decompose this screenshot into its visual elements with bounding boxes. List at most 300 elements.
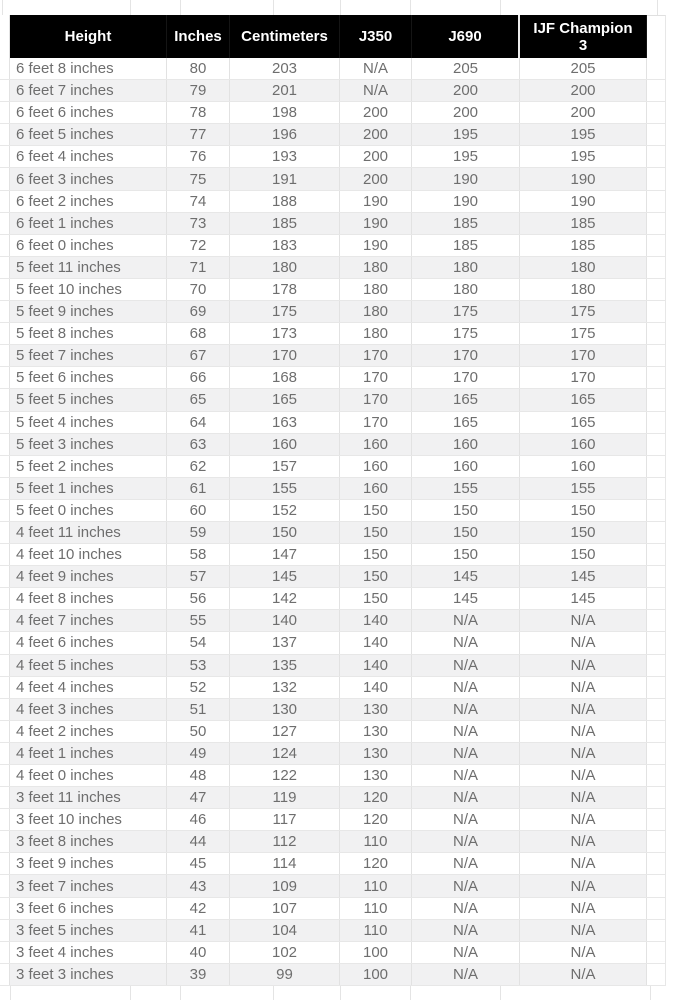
cell-j350: 180: [340, 257, 412, 278]
cell-ijf_champion_3: 185: [520, 213, 647, 234]
cell-centimeters: 196: [230, 124, 340, 145]
cell-j690: 170: [412, 367, 520, 388]
cell-centimeters: 112: [230, 831, 340, 852]
left-margin-cell: [0, 920, 10, 941]
cell-centimeters: 142: [230, 588, 340, 609]
cell-inches: 44: [167, 831, 230, 852]
cell-height: 5 feet 0 inches: [10, 500, 167, 521]
table-row: [0, 279, 666, 301]
cell-inches: 46: [167, 809, 230, 830]
sheet-gridline: [340, 986, 341, 1000]
cell-centimeters: 117: [230, 809, 340, 830]
table-row: [0, 831, 666, 853]
left-margin-cell: [0, 257, 10, 278]
table-row: [0, 323, 666, 345]
cell-ijf_champion_3: 180: [520, 257, 647, 278]
cell-inches: 73: [167, 213, 230, 234]
right-margin-cell: [647, 500, 666, 521]
cell-height: 3 feet 3 inches: [10, 964, 167, 985]
left-margin-cell: [0, 102, 10, 123]
cell-j690: 175: [412, 301, 520, 322]
cell-inches: 50: [167, 721, 230, 742]
left-margin-cell: [0, 853, 10, 874]
table-row: [0, 875, 666, 897]
cell-inches: 66: [167, 367, 230, 388]
cell-j690: 175: [412, 323, 520, 344]
left-margin-cell: [0, 478, 10, 499]
cell-centimeters: 185: [230, 213, 340, 234]
cell-inches: 56: [167, 588, 230, 609]
cell-ijf_champion_3: N/A: [520, 920, 647, 941]
cell-centimeters: 147: [230, 544, 340, 565]
cell-inches: 45: [167, 853, 230, 874]
left-margin-cell: [0, 743, 10, 764]
table-row: [0, 964, 666, 986]
left-margin-cell: [0, 875, 10, 896]
right-margin-cell: [647, 168, 666, 189]
cell-j690: N/A: [412, 853, 520, 874]
cell-j350: 150: [340, 566, 412, 587]
cell-inches: 65: [167, 389, 230, 410]
cell-inches: 77: [167, 124, 230, 145]
cell-height: 4 feet 9 inches: [10, 566, 167, 587]
right-margin-cell: [647, 323, 666, 344]
cell-ijf_champion_3: N/A: [520, 765, 647, 786]
cell-ijf_champion_3: 170: [520, 367, 647, 388]
column-header-height: Height: [10, 15, 167, 58]
cell-j690: 165: [412, 412, 520, 433]
cell-ijf_champion_3: 175: [520, 301, 647, 322]
right-margin-cell: [647, 412, 666, 433]
table-row: [0, 367, 666, 389]
cell-ijf_champion_3: 145: [520, 566, 647, 587]
cell-centimeters: 150: [230, 522, 340, 543]
cell-centimeters: 102: [230, 942, 340, 963]
cell-ijf_champion_3: 205: [520, 58, 647, 79]
left-margin-cell: [0, 301, 10, 322]
cell-inches: 48: [167, 765, 230, 786]
left-margin-cell: [0, 58, 10, 79]
left-margin-cell: [0, 191, 10, 212]
cell-ijf_champion_3: 200: [520, 80, 647, 101]
cell-ijf_champion_3: N/A: [520, 677, 647, 698]
cell-inches: 68: [167, 323, 230, 344]
cell-j690: 165: [412, 389, 520, 410]
left-margin-cell: [0, 522, 10, 543]
cell-centimeters: 163: [230, 412, 340, 433]
cell-centimeters: 107: [230, 898, 340, 919]
cell-centimeters: 109: [230, 875, 340, 896]
right-margin-cell: [647, 677, 666, 698]
cell-j350: 190: [340, 213, 412, 234]
cell-ijf_champion_3: N/A: [520, 942, 647, 963]
left-margin-cell: [0, 500, 10, 521]
cell-height: 4 feet 5 inches: [10, 655, 167, 676]
right-margin-cell: [647, 831, 666, 852]
left-margin-cell: [0, 721, 10, 742]
cell-j690: N/A: [412, 831, 520, 852]
left-margin-cell: [0, 434, 10, 455]
table-row: [0, 588, 666, 610]
table-row: [0, 566, 666, 588]
cell-j350: 200: [340, 168, 412, 189]
table-row: [0, 787, 666, 809]
cell-inches: 51: [167, 699, 230, 720]
cell-j350: 190: [340, 235, 412, 256]
cell-j690: 190: [412, 168, 520, 189]
cell-height: 5 feet 4 inches: [10, 412, 167, 433]
cell-j350: 130: [340, 699, 412, 720]
cell-ijf_champion_3: 195: [520, 124, 647, 145]
column-header-centimeters: Centimeters: [230, 15, 340, 58]
cell-j350: 150: [340, 588, 412, 609]
cell-height: 3 feet 10 inches: [10, 809, 167, 830]
cell-ijf_champion_3: 160: [520, 434, 647, 455]
cell-ijf_champion_3: 195: [520, 146, 647, 167]
cell-inches: 55: [167, 610, 230, 631]
cell-j690: 170: [412, 345, 520, 366]
left-margin-cell: [0, 632, 10, 653]
cell-j690: N/A: [412, 610, 520, 631]
cell-j690: N/A: [412, 875, 520, 896]
cell-j350: 180: [340, 301, 412, 322]
table-row: [0, 58, 666, 80]
table-row: [0, 544, 666, 566]
cell-height: 3 feet 5 inches: [10, 920, 167, 941]
right-margin-cell: [647, 456, 666, 477]
cell-ijf_champion_3: 185: [520, 235, 647, 256]
cell-inches: 80: [167, 58, 230, 79]
cell-centimeters: 135: [230, 655, 340, 676]
cell-centimeters: 160: [230, 434, 340, 455]
cell-height: 4 feet 8 inches: [10, 588, 167, 609]
cell-j690: 150: [412, 522, 520, 543]
left-margin-cell: [0, 610, 10, 631]
cell-ijf_champion_3: N/A: [520, 809, 647, 830]
right-margin-cell: [647, 102, 666, 123]
cell-ijf_champion_3: N/A: [520, 853, 647, 874]
cell-j690: N/A: [412, 699, 520, 720]
table-row: [0, 257, 666, 279]
cell-j350: 170: [340, 367, 412, 388]
cell-j350: 140: [340, 677, 412, 698]
right-margin-cell: [647, 875, 666, 896]
right-margin-cell: [647, 235, 666, 256]
cell-j350: 140: [340, 610, 412, 631]
sheet-gridline: [410, 986, 411, 1000]
cell-j350: 100: [340, 964, 412, 985]
cell-j690: N/A: [412, 632, 520, 653]
cell-centimeters: 127: [230, 721, 340, 742]
cell-j350: 170: [340, 389, 412, 410]
cell-centimeters: 124: [230, 743, 340, 764]
sheet-gridline: [130, 986, 131, 1000]
cell-j350: 100: [340, 942, 412, 963]
cell-height: 3 feet 7 inches: [10, 875, 167, 896]
cell-j690: 180: [412, 279, 520, 300]
table-row: [0, 434, 666, 456]
cell-j690: 150: [412, 544, 520, 565]
cell-height: 5 feet 10 inches: [10, 279, 167, 300]
cell-ijf_champion_3: 155: [520, 478, 647, 499]
table-row: [0, 655, 666, 677]
table-row: [0, 146, 666, 168]
cell-j690: N/A: [412, 721, 520, 742]
cell-j690: 155: [412, 478, 520, 499]
left-margin-cell: [0, 787, 10, 808]
left-margin-cell: [0, 389, 10, 410]
cell-j690: 200: [412, 80, 520, 101]
cell-j350: 110: [340, 898, 412, 919]
left-margin-cell: [0, 456, 10, 477]
cell-inches: 79: [167, 80, 230, 101]
left-margin-cell: [0, 412, 10, 433]
cell-centimeters: 137: [230, 632, 340, 653]
cell-ijf_champion_3: 150: [520, 544, 647, 565]
right-margin-cell: [647, 853, 666, 874]
cell-inches: 78: [167, 102, 230, 123]
cell-height: 6 feet 7 inches: [10, 80, 167, 101]
cell-j690: 160: [412, 434, 520, 455]
cell-ijf_champion_3: 180: [520, 279, 647, 300]
column-header-j690: J690: [412, 15, 520, 58]
cell-inches: 47: [167, 787, 230, 808]
cell-ijf_champion_3: 150: [520, 522, 647, 543]
cell-j350: 160: [340, 456, 412, 477]
cell-centimeters: 183: [230, 235, 340, 256]
table-row: [0, 213, 666, 235]
cell-height: 6 feet 5 inches: [10, 124, 167, 145]
cell-centimeters: 180: [230, 257, 340, 278]
table-row: [0, 721, 666, 743]
cell-centimeters: 191: [230, 168, 340, 189]
cell-height: 5 feet 11 inches: [10, 257, 167, 278]
cell-height: 5 feet 2 inches: [10, 456, 167, 477]
right-margin-cell: [647, 588, 666, 609]
table-row: [0, 853, 666, 875]
cell-height: 6 feet 4 inches: [10, 146, 167, 167]
left-margin-cell: [0, 655, 10, 676]
cell-ijf_champion_3: 175: [520, 323, 647, 344]
cell-j350: N/A: [340, 80, 412, 101]
cell-height: 4 feet 4 inches: [10, 677, 167, 698]
left-margin-cell: [0, 898, 10, 919]
cell-height: 4 feet 7 inches: [10, 610, 167, 631]
right-margin-cell: [647, 213, 666, 234]
cell-j350: 140: [340, 655, 412, 676]
table-row: [0, 235, 666, 257]
cell-j690: N/A: [412, 655, 520, 676]
table-row: [0, 412, 666, 434]
cell-centimeters: 104: [230, 920, 340, 941]
cell-centimeters: 132: [230, 677, 340, 698]
cell-ijf_champion_3: N/A: [520, 964, 647, 985]
sheet-gridline: [273, 986, 274, 1000]
cell-ijf_champion_3: 145: [520, 588, 647, 609]
cell-centimeters: 119: [230, 787, 340, 808]
cell-centimeters: 170: [230, 345, 340, 366]
cell-centimeters: 168: [230, 367, 340, 388]
left-margin-cell: [0, 942, 10, 963]
column-header-j350: J350: [340, 15, 412, 58]
left-margin-cell: [0, 323, 10, 344]
cell-centimeters: 157: [230, 456, 340, 477]
cell-height: 4 feet 3 inches: [10, 699, 167, 720]
cell-j350: 130: [340, 743, 412, 764]
cell-centimeters: 193: [230, 146, 340, 167]
cell-j350: 200: [340, 146, 412, 167]
right-margin-cell: [647, 898, 666, 919]
cell-inches: 62: [167, 456, 230, 477]
cell-inches: 54: [167, 632, 230, 653]
cell-inches: 59: [167, 522, 230, 543]
cell-centimeters: 178: [230, 279, 340, 300]
cell-j690: 185: [412, 235, 520, 256]
cell-j690: N/A: [412, 677, 520, 698]
cell-j690: N/A: [412, 920, 520, 941]
right-margin-cell: [647, 80, 666, 101]
cell-ijf_champion_3: N/A: [520, 743, 647, 764]
cell-height: 6 feet 8 inches: [10, 58, 167, 79]
cell-height: 3 feet 11 inches: [10, 787, 167, 808]
table-row: [0, 500, 666, 522]
cell-ijf_champion_3: 170: [520, 345, 647, 366]
cell-centimeters: 99: [230, 964, 340, 985]
cell-ijf_champion_3: 190: [520, 191, 647, 212]
cell-j690: N/A: [412, 964, 520, 985]
cell-inches: 42: [167, 898, 230, 919]
cell-ijf_champion_3: N/A: [520, 898, 647, 919]
cell-ijf_champion_3: N/A: [520, 787, 647, 808]
cell-inches: 39: [167, 964, 230, 985]
sheet-gridline: [650, 986, 651, 1000]
cell-inches: 74: [167, 191, 230, 212]
cell-j350: 130: [340, 765, 412, 786]
table-row: [0, 522, 666, 544]
cell-centimeters: 130: [230, 699, 340, 720]
size-chart-table: [0, 15, 666, 986]
left-margin-cell: [0, 588, 10, 609]
left-margin-cell: [0, 168, 10, 189]
sheet-gridline: [2, 0, 3, 15]
cell-centimeters: 122: [230, 765, 340, 786]
cell-height: 5 feet 5 inches: [10, 389, 167, 410]
cell-j690: 150: [412, 500, 520, 521]
cell-centimeters: 155: [230, 478, 340, 499]
cell-height: 3 feet 4 inches: [10, 942, 167, 963]
cell-j350: 150: [340, 544, 412, 565]
right-margin-cell: [647, 257, 666, 278]
cell-inches: 70: [167, 279, 230, 300]
cell-height: 6 feet 3 inches: [10, 168, 167, 189]
right-margin-cell: [647, 301, 666, 322]
cell-j690: N/A: [412, 898, 520, 919]
cell-j350: 180: [340, 279, 412, 300]
sheet-gridline: [180, 0, 181, 15]
table-body: [0, 58, 666, 986]
cell-height: 5 feet 3 inches: [10, 434, 167, 455]
right-margin-cell: [647, 655, 666, 676]
sheet-gridline: [410, 0, 411, 15]
cell-j350: 160: [340, 478, 412, 499]
cell-j690: N/A: [412, 942, 520, 963]
cell-height: 5 feet 8 inches: [10, 323, 167, 344]
right-margin-cell: [647, 58, 666, 79]
left-margin-cell: [0, 345, 10, 366]
cell-inches: 76: [167, 146, 230, 167]
table-row: [0, 102, 666, 124]
right-margin-cell: [647, 146, 666, 167]
left-margin-cell: [0, 146, 10, 167]
table-row: [0, 743, 666, 765]
right-margin-cell: [647, 191, 666, 212]
cell-inches: 57: [167, 566, 230, 587]
cell-ijf_champion_3: N/A: [520, 831, 647, 852]
cell-inches: 40: [167, 942, 230, 963]
cell-centimeters: 173: [230, 323, 340, 344]
cell-height: 5 feet 9 inches: [10, 301, 167, 322]
right-margin-cell: [647, 699, 666, 720]
cell-inches: 41: [167, 920, 230, 941]
cell-height: 6 feet 2 inches: [10, 191, 167, 212]
cell-j350: 140: [340, 632, 412, 653]
left-margin-cell: [0, 235, 10, 256]
right-margin-cell: [647, 478, 666, 499]
left-margin-cell: [0, 544, 10, 565]
right-margin-cell: [647, 765, 666, 786]
sheet-gridline: [657, 0, 658, 15]
table-row: [0, 478, 666, 500]
cell-ijf_champion_3: N/A: [520, 699, 647, 720]
cell-ijf_champion_3: N/A: [520, 655, 647, 676]
cell-centimeters: 152: [230, 500, 340, 521]
cell-centimeters: 188: [230, 191, 340, 212]
cell-centimeters: 198: [230, 102, 340, 123]
cell-ijf_champion_3: N/A: [520, 721, 647, 742]
cell-inches: 61: [167, 478, 230, 499]
cell-j350: 120: [340, 787, 412, 808]
left-margin-cell: [0, 699, 10, 720]
cell-j350: 110: [340, 875, 412, 896]
cell-j350: 180: [340, 323, 412, 344]
cell-j690: N/A: [412, 809, 520, 830]
cell-j350: 190: [340, 191, 412, 212]
cell-j350: 170: [340, 412, 412, 433]
cell-j350: 130: [340, 721, 412, 742]
table-row: [0, 345, 666, 367]
sheet-gridline: [10, 986, 11, 1000]
cell-j350: 110: [340, 920, 412, 941]
cell-height: 4 feet 0 inches: [10, 765, 167, 786]
cell-j690: 185: [412, 213, 520, 234]
cell-inches: 53: [167, 655, 230, 676]
table-row: [0, 765, 666, 787]
right-margin-cell: [647, 544, 666, 565]
cell-j690: N/A: [412, 787, 520, 808]
cell-height: 4 feet 6 inches: [10, 632, 167, 653]
sheet-gridline: [500, 986, 501, 1000]
cell-j690: N/A: [412, 743, 520, 764]
cell-centimeters: 140: [230, 610, 340, 631]
left-margin-cell: [0, 964, 10, 985]
left-margin-cell: [0, 213, 10, 234]
right-margin-cell: [647, 345, 666, 366]
right-margin-cell: [647, 920, 666, 941]
right-margin-cell: [647, 15, 666, 58]
cell-height: 3 feet 8 inches: [10, 831, 167, 852]
cell-j350: 120: [340, 809, 412, 830]
cell-height: 5 feet 1 inches: [10, 478, 167, 499]
